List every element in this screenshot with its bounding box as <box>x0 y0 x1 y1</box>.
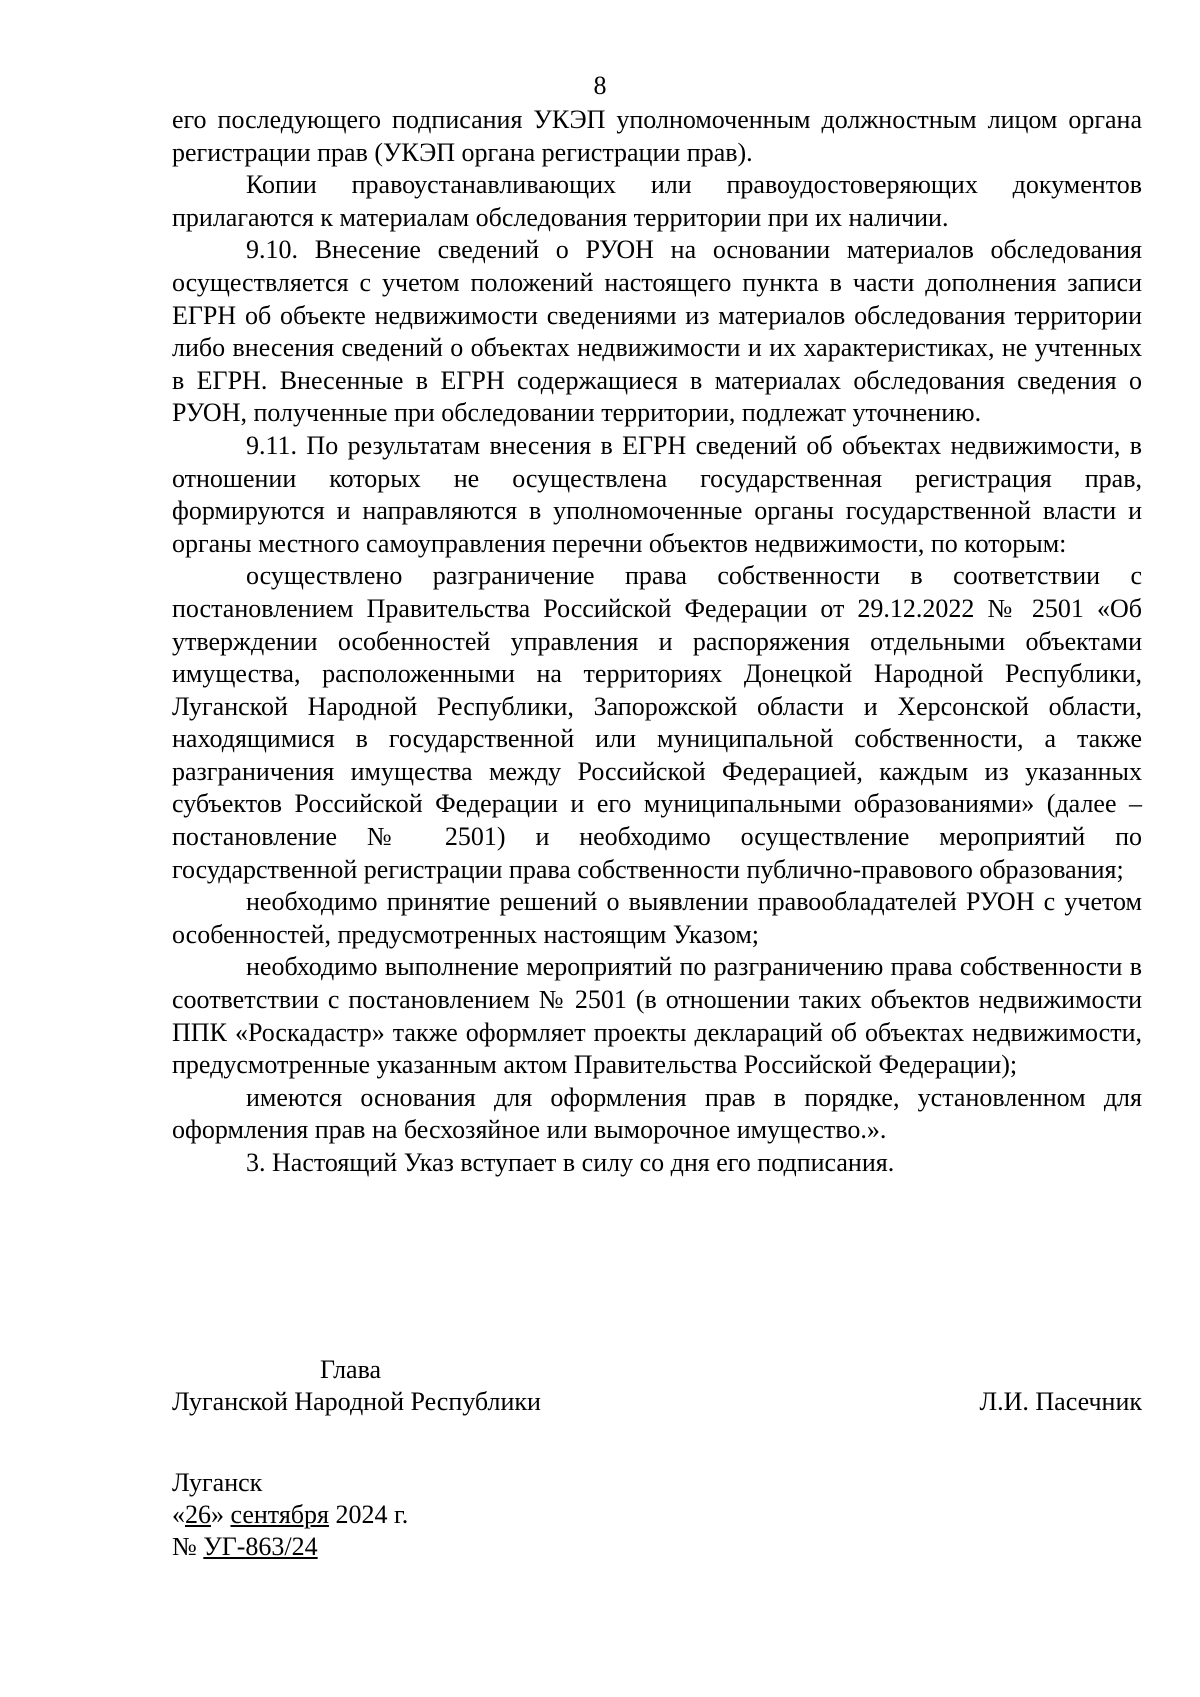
paragraph: Копии правоустанавливающих или правоудостоверяющих документов прилагаются к материалам обследования территории при их наличии. <box>172 170 1142 232</box>
date-day: 26 <box>185 1500 211 1529</box>
number-value: УГ-863/24 <box>203 1532 318 1561</box>
signatory-name: Л.И. Пасечник <box>979 1387 1142 1416</box>
paragraph: имеются основания для оформления прав в порядке, установленном для оформления прав на бесхозяйное или выморочное имущество.». <box>172 1082 1142 1145</box>
page-number: 8 <box>593 71 607 100</box>
paragraph: осуществлено разграничение права собственности в соответствии с постановлением Правительства Российской Федерации от 29.12.2022 № 2501 «Об утверждении особенностей управления и распоряжения отдельными объектами имущества, расположенными на территориях Донецкой Народной Республики, Луганской Народной Республики, Запорожской области и Херсонской области, находящимися в государственной или муниципальной собственности, а также разграничения имущества между Российской Федерацией, каждым из указанных субъектов Российской Федерации и его муниципальными образованиями» (далее – постановление № 2501) и необходимо осуществление мероприятий по государственной регистрации права собственности публично-правового образования; <box>172 561 1142 884</box>
city: Луганск <box>172 1468 263 1497</box>
number-prefix: № <box>172 1532 204 1561</box>
date-year: 2024 г. <box>328 1500 409 1529</box>
signature-row <box>172 1386 1142 1418</box>
paragraph: его последующего подписания УКЭП уполномоченным должностным лицом органа регистрации прав (УКЭП органа регистрации прав). <box>172 105 1142 167</box>
signatory-title: Глава <box>320 1355 382 1384</box>
date-month: сентября <box>230 1500 329 1529</box>
date-open-quote: « <box>172 1500 185 1529</box>
signatory-organization: Луганской Народной Республики <box>172 1387 541 1416</box>
paragraph: 9.11. По результатам внесения в ЕГРН сведений об объектах недвижимости, в отношении которых не осуществлена государственная регистрация прав, формируются и направляются в уполномоченные органы государственной власти и органы местного самоуправления перечни объектов недвижимости, по которым: <box>172 430 1142 558</box>
paragraph: 3. Настоящий Указ вступает в силу со дня его подписания. <box>246 1148 895 1177</box>
document-body <box>172 104 1142 1180</box>
paragraph: 9.10. Внесение сведений о РУОН на основании материалов обследования осуществляется с учетом положений настоящего пункта в части дополнения записи ЕГРН об объекте недвижимости сведениями из материалов обследования территории либо внесения сведений о объектах недвижимости и их характеристиках, не учтенных в ЕГРН. Внесенные в ЕГРН содержащиеся в материалах обследования сведения о РУОН, полученные при обследовании территории, подлежат уточнению. <box>172 235 1142 428</box>
signature-block <box>172 1354 1142 1418</box>
date-close-quote: » <box>211 1500 231 1529</box>
document-date <box>172 1499 408 1531</box>
document-footer <box>172 1467 408 1563</box>
document-number <box>172 1531 408 1563</box>
paragraph: необходимо выполнение мероприятий по разграничению права собственности в соответствии с постановлением № 2501 (в отношении таких объектов недвижимости ППК «Роскадастр» также оформляет проекты деклараций об объектах недвижимости, предусмотренные указанным актом Правительства Российской Федерации); <box>172 952 1142 1080</box>
paragraph: необходимо принятие решений о выявлении правообладателей РУОН с учетом особенностей, предусмотренных настоящим Указом; <box>172 887 1142 949</box>
